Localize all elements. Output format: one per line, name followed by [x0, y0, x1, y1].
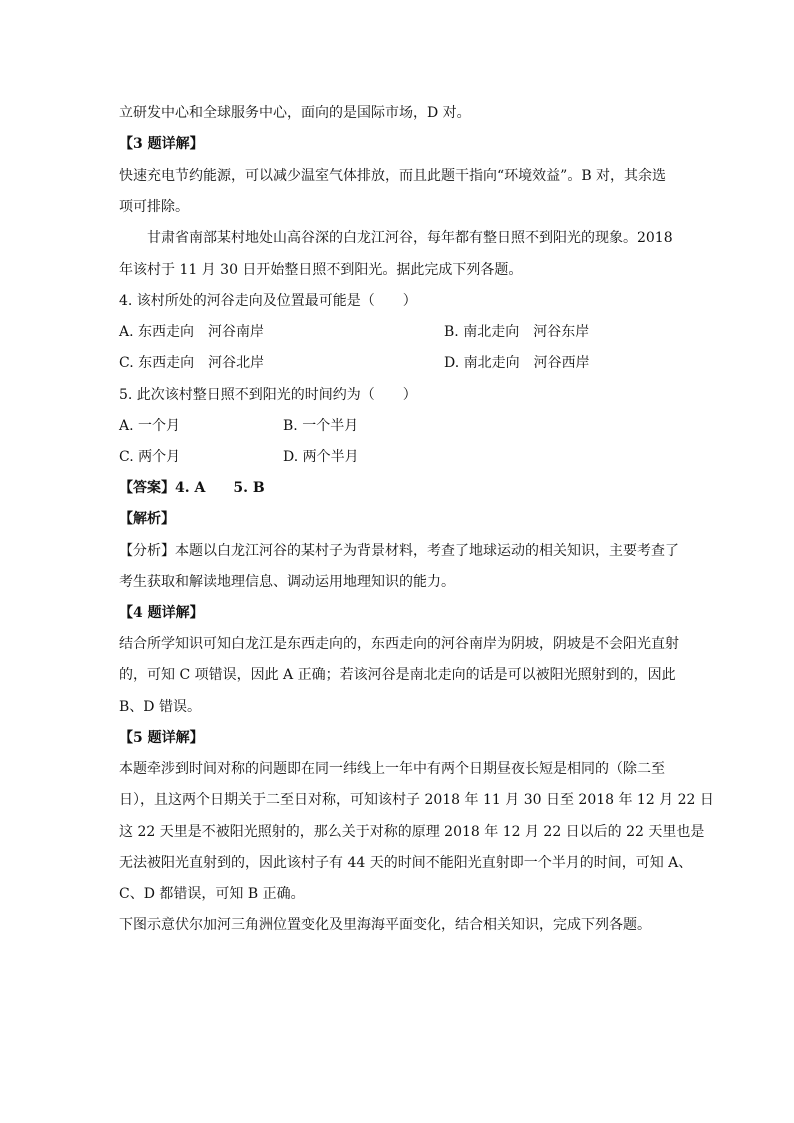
paragraph-line: 日），且这两个日期关于二至日对称，可知该村子 2018 年 11 月 30 日至 2018 年 12 月 22 日: [119, 792, 714, 808]
option-5b: B. 一个半月: [283, 418, 359, 434]
option-5d: D. 两个半月: [283, 449, 359, 465]
analysis-heading: 【解析】: [119, 511, 175, 527]
question-5: 5. 此次该村整日照不到阳光的时间约为（ ）: [119, 387, 417, 403]
paragraph-line: C、D 都错误，可知 B 正确。: [119, 886, 305, 902]
material-intro: 甘肃省南部某村地处山高谷深的白龙江河谷，每年都有整日照不到阳光的现象。2018: [147, 230, 673, 246]
option-4d: D. 南北走向 河谷西岸: [444, 355, 590, 371]
paragraph-line: 快速充电节约能源，可以减少温室气体排放，而且此题干指向“环境效益”。B 对，其余选: [119, 168, 667, 184]
paragraph-line: 这 22 天里是不被阳光照射的，那么关于对称的原理 2018 年 12 月 22 日以后的 22 天里也是: [119, 824, 705, 840]
option-4c: C. 东西走向 河谷北岸: [119, 355, 265, 371]
question-4: 4. 该村所处的河谷走向及位置最可能是（ ）: [119, 293, 417, 309]
option-5a: A. 一个月: [119, 418, 181, 434]
section-heading-q4: 【4 题详解】: [119, 605, 204, 621]
analysis-paragraph: 【分析】本题以白龙江河谷的某村子为背景材料，考查了地球运动的相关知识，主要考查了: [119, 543, 679, 559]
paragraph-line: 本题牵涉到时间对称的问题即在同一纬线上一年中有两个日期昼夜长短是相同的（除二至: [119, 761, 665, 777]
material-intro: 年该村于 11 月 30 日开始整日照不到阳光。据此完成下列各题。: [119, 262, 523, 278]
paragraph-line: B、D 错误。: [119, 699, 201, 715]
paragraph-line: 无法被阳光直射到的，因此该村子有 44 天的时间不能阳光直射即一个半月的时间，可知 A、: [119, 855, 693, 871]
paragraph-line: 的，可知 C 项错误，因此 A 正确；若该河谷是南北走向的话是可以被阳光照射到的，因此: [119, 667, 676, 683]
option-4a: A. 东西走向 河谷南岸: [119, 324, 265, 340]
section-heading-q5: 【5 题详解】: [119, 730, 204, 746]
option-5c: C. 两个月: [119, 449, 181, 465]
paragraph-line: 立研发中心和全球服务中心，面向的是国际市场，D 对。: [119, 105, 471, 121]
option-4b: B. 南北走向 河谷东岸: [444, 324, 590, 340]
analysis-paragraph: 考生获取和解读地理信息、调动运用地理知识的能力。: [119, 574, 455, 590]
paragraph-line: 项可排除。: [119, 199, 189, 215]
section-heading-q3: 【3 题详解】: [119, 136, 204, 152]
paragraph-line: 结合所学知识可知白龙江是东西走向的，东西走向的河谷南岸为阴坡，阴坡是不会阳光直射: [119, 636, 679, 652]
next-material-intro: 下图示意伏尔加河三角洲位置变化及里海海平面变化，结合相关知识，完成下列各题。: [119, 917, 651, 933]
answer-line: 【答案】4. A 5. B: [119, 480, 265, 496]
